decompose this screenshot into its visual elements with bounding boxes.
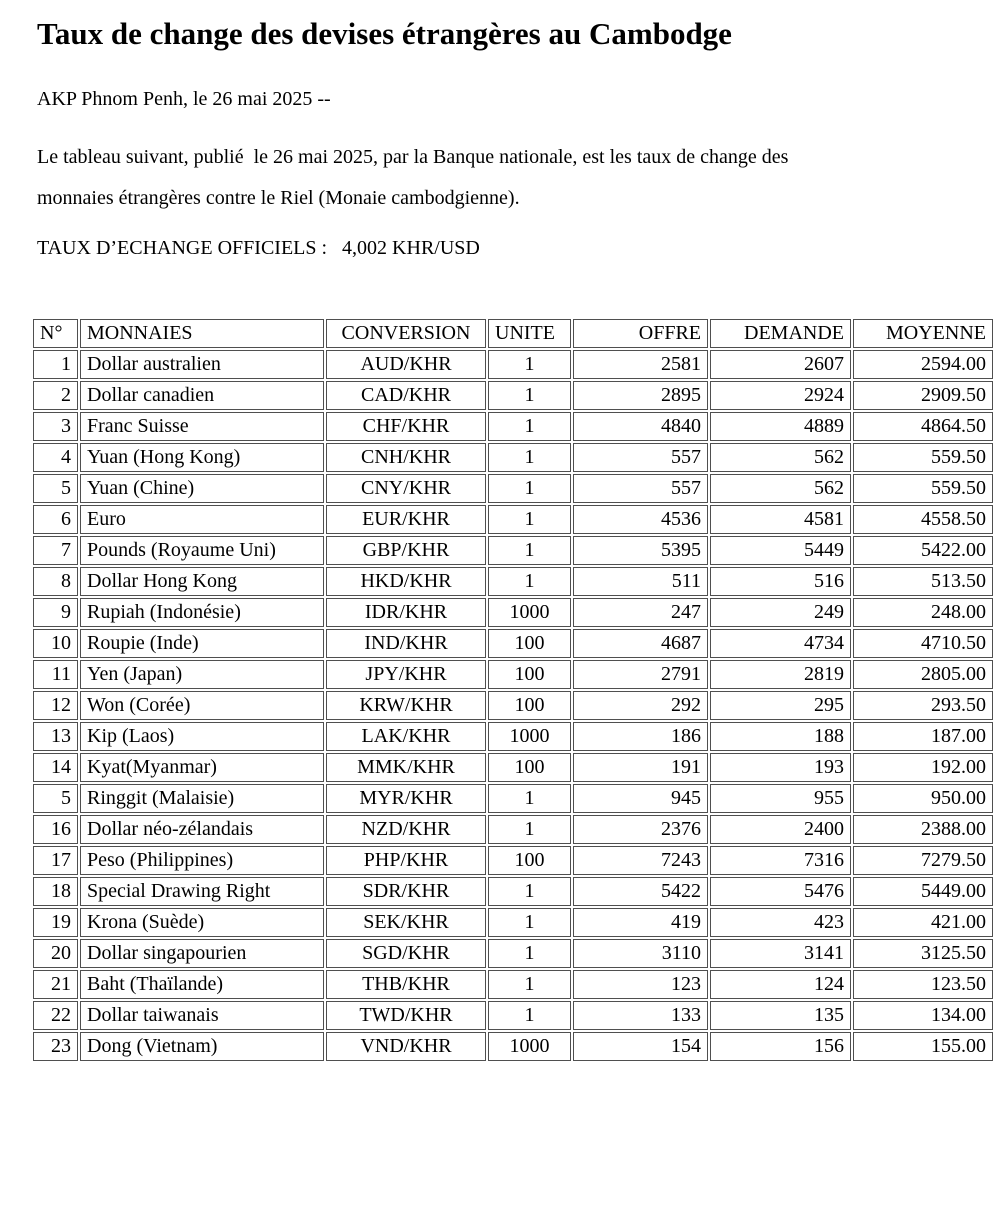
row-number: 6 <box>33 505 78 534</box>
offre-value: 4536 <box>573 505 708 534</box>
conversion-pair: THB/KHR <box>326 970 486 999</box>
currency-name: Dollar singapourien <box>80 939 324 968</box>
conversion-pair: NZD/KHR <box>326 815 486 844</box>
row-number: 19 <box>33 908 78 937</box>
unit-value: 1 <box>488 567 571 596</box>
demande-value: 2924 <box>710 381 851 410</box>
demande-value: 562 <box>710 443 851 472</box>
conversion-pair: AUD/KHR <box>326 350 486 379</box>
offre-value: 419 <box>573 908 708 937</box>
currency-name: Yen (Japan) <box>80 660 324 689</box>
unit-value: 1000 <box>488 722 571 751</box>
moyenne-value: 559.50 <box>853 474 993 503</box>
currency-name: Rupiah (Indonésie) <box>80 598 324 627</box>
row-number: 5 <box>33 784 78 813</box>
table-row <box>33 474 993 503</box>
currency-name: Dollar taiwanais <box>80 1001 324 1030</box>
offre-value: 154 <box>573 1032 708 1061</box>
intro-paragraph-line-1: Le tableau suivant, publié le 26 mai 2025, par la Banque nationale, est les taux de change des <box>37 145 789 168</box>
currency-name: Won (Corée) <box>80 691 324 720</box>
conversion-pair: CAD/KHR <box>326 381 486 410</box>
unit-value: 1 <box>488 474 571 503</box>
demande-value: 3141 <box>710 939 851 968</box>
moyenne-value: 513.50 <box>853 567 993 596</box>
conversion-pair: SGD/KHR <box>326 939 486 968</box>
demande-value: 4734 <box>710 629 851 658</box>
conversion-pair: EUR/KHR <box>326 505 486 534</box>
demande-value: 188 <box>710 722 851 751</box>
table-row <box>33 970 993 999</box>
table-row <box>33 598 993 627</box>
offre-value: 123 <box>573 970 708 999</box>
row-number: 14 <box>33 753 78 782</box>
row-number: 18 <box>33 877 78 906</box>
currency-name: Dollar canadien <box>80 381 324 410</box>
moyenne-value: 2805.00 <box>853 660 993 689</box>
intro-paragraph-line-2: monnaies étrangères contre le Riel (Monaie cambodgienne). <box>37 186 520 209</box>
offre-value: 4840 <box>573 412 708 441</box>
conversion-pair: JPY/KHR <box>326 660 486 689</box>
demande-value: 5449 <box>710 536 851 565</box>
table-row <box>33 753 993 782</box>
unit-value: 100 <box>488 629 571 658</box>
offre-value: 2895 <box>573 381 708 410</box>
unit-value: 1000 <box>488 598 571 627</box>
demande-value: 135 <box>710 1001 851 1030</box>
offre-value: 292 <box>573 691 708 720</box>
row-number: 7 <box>33 536 78 565</box>
byline: AKP Phnom Penh, le 26 mai 2025 -- <box>37 87 331 110</box>
currency-name: Euro <box>80 505 324 534</box>
currency-name: Pounds (Royaume Uni) <box>80 536 324 565</box>
offre-value: 557 <box>573 443 708 472</box>
unit-value: 1000 <box>488 1032 571 1061</box>
moyenne-value: 2594.00 <box>853 350 993 379</box>
currency-name: Dollar néo-zélandais <box>80 815 324 844</box>
currency-name: Franc Suisse <box>80 412 324 441</box>
table-row <box>33 1032 993 1061</box>
currency-name: Baht (Thaïlande) <box>80 970 324 999</box>
currency-name: Kyat(Myanmar) <box>80 753 324 782</box>
unit-value: 100 <box>488 846 571 875</box>
offre-value: 5422 <box>573 877 708 906</box>
table-row <box>33 381 993 410</box>
currency-name: Dong (Vietnam) <box>80 1032 324 1061</box>
table-row <box>33 567 993 596</box>
table-row <box>33 784 993 813</box>
column-header-demande: DEMANDE <box>710 319 851 348</box>
unit-value: 1 <box>488 536 571 565</box>
unit-value: 1 <box>488 970 571 999</box>
conversion-pair: TWD/KHR <box>326 1001 486 1030</box>
moyenne-value: 2388.00 <box>853 815 993 844</box>
moyenne-value: 192.00 <box>853 753 993 782</box>
table-row <box>33 815 993 844</box>
unit-value: 1 <box>488 908 571 937</box>
row-number: 3 <box>33 412 78 441</box>
table-row <box>33 846 993 875</box>
demande-value: 2819 <box>710 660 851 689</box>
column-header-moyenne: MOYENNE <box>853 319 993 348</box>
moyenne-value: 155.00 <box>853 1032 993 1061</box>
conversion-pair: CNY/KHR <box>326 474 486 503</box>
official-rate-line: TAUX D’ECHANGE OFFICIELS : 4,002 KHR/USD <box>37 236 480 259</box>
demande-value: 7316 <box>710 846 851 875</box>
offre-value: 4687 <box>573 629 708 658</box>
offre-value: 945 <box>573 784 708 813</box>
table-row <box>33 939 993 968</box>
moyenne-value: 2909.50 <box>853 381 993 410</box>
row-number: 22 <box>33 1001 78 1030</box>
conversion-pair: CNH/KHR <box>326 443 486 472</box>
offre-value: 247 <box>573 598 708 627</box>
demande-value: 4889 <box>710 412 851 441</box>
table-row <box>33 1001 993 1030</box>
table-row <box>33 443 993 472</box>
moyenne-value: 5422.00 <box>853 536 993 565</box>
table-row <box>33 660 993 689</box>
table-row <box>33 908 993 937</box>
offre-value: 3110 <box>573 939 708 968</box>
row-number: 21 <box>33 970 78 999</box>
demande-value: 193 <box>710 753 851 782</box>
table-header-row <box>33 319 993 348</box>
conversion-pair: VND/KHR <box>326 1032 486 1061</box>
offre-value: 191 <box>573 753 708 782</box>
moyenne-value: 248.00 <box>853 598 993 627</box>
conversion-pair: IND/KHR <box>326 629 486 658</box>
offre-value: 7243 <box>573 846 708 875</box>
currency-name: Special Drawing Right <box>80 877 324 906</box>
unit-value: 1 <box>488 350 571 379</box>
table-row <box>33 629 993 658</box>
unit-value: 100 <box>488 753 571 782</box>
column-header-number: N° <box>33 319 78 348</box>
demande-value: 4581 <box>710 505 851 534</box>
currency-name: Dollar Hong Kong <box>80 567 324 596</box>
column-header-offre: OFFRE <box>573 319 708 348</box>
unit-value: 1 <box>488 877 571 906</box>
conversion-pair: GBP/KHR <box>326 536 486 565</box>
row-number: 13 <box>33 722 78 751</box>
moyenne-value: 559.50 <box>853 443 993 472</box>
unit-value: 1 <box>488 381 571 410</box>
demande-value: 156 <box>710 1032 851 1061</box>
row-number: 5 <box>33 474 78 503</box>
currency-name: Yuan (Hong Kong) <box>80 443 324 472</box>
row-number: 11 <box>33 660 78 689</box>
conversion-pair: CHF/KHR <box>326 412 486 441</box>
conversion-pair: PHP/KHR <box>326 846 486 875</box>
demande-value: 249 <box>710 598 851 627</box>
table-row <box>33 691 993 720</box>
demande-value: 5476 <box>710 877 851 906</box>
conversion-pair: MYR/KHR <box>326 784 486 813</box>
conversion-pair: LAK/KHR <box>326 722 486 751</box>
offre-value: 557 <box>573 474 708 503</box>
row-number: 20 <box>33 939 78 968</box>
column-header-monnaies: MONNAIES <box>80 319 324 348</box>
moyenne-value: 293.50 <box>853 691 993 720</box>
row-number: 1 <box>33 350 78 379</box>
table-row <box>33 412 993 441</box>
currency-name: Dollar australien <box>80 350 324 379</box>
unit-value: 1 <box>488 1001 571 1030</box>
moyenne-value: 123.50 <box>853 970 993 999</box>
moyenne-value: 7279.50 <box>853 846 993 875</box>
unit-value: 1 <box>488 939 571 968</box>
column-header-conversion: CONVERSION <box>326 319 486 348</box>
table-row <box>33 722 993 751</box>
row-number: 16 <box>33 815 78 844</box>
row-number: 17 <box>33 846 78 875</box>
exchange-rate-table <box>31 317 995 1063</box>
table-row <box>33 350 993 379</box>
column-header-unite: UNITE <box>488 319 571 348</box>
moyenne-value: 134.00 <box>853 1001 993 1030</box>
moyenne-value: 187.00 <box>853 722 993 751</box>
unit-value: 100 <box>488 691 571 720</box>
conversion-pair: SDR/KHR <box>326 877 486 906</box>
table-row <box>33 505 993 534</box>
demande-value: 562 <box>710 474 851 503</box>
offre-value: 511 <box>573 567 708 596</box>
conversion-pair: SEK/KHR <box>326 908 486 937</box>
moyenne-value: 421.00 <box>853 908 993 937</box>
demande-value: 124 <box>710 970 851 999</box>
demande-value: 295 <box>710 691 851 720</box>
row-number: 10 <box>33 629 78 658</box>
row-number: 23 <box>33 1032 78 1061</box>
currency-name: Roupie (Inde) <box>80 629 324 658</box>
moyenne-value: 950.00 <box>853 784 993 813</box>
offre-value: 2376 <box>573 815 708 844</box>
offre-value: 186 <box>573 722 708 751</box>
currency-name: Peso (Philippines) <box>80 846 324 875</box>
demande-value: 516 <box>710 567 851 596</box>
moyenne-value: 5449.00 <box>853 877 993 906</box>
intro-paragraph <box>37 137 972 219</box>
table-row <box>33 536 993 565</box>
moyenne-value: 4558.50 <box>853 505 993 534</box>
row-number: 2 <box>33 381 78 410</box>
table-row <box>33 877 993 906</box>
demande-value: 423 <box>710 908 851 937</box>
unit-value: 1 <box>488 815 571 844</box>
conversion-pair: IDR/KHR <box>326 598 486 627</box>
demande-value: 2607 <box>710 350 851 379</box>
page-title: Taux de change des devises étrangères au Cambodge <box>37 16 732 51</box>
unit-value: 1 <box>488 505 571 534</box>
unit-value: 1 <box>488 443 571 472</box>
moyenne-value: 4710.50 <box>853 629 993 658</box>
unit-value: 1 <box>488 784 571 813</box>
row-number: 9 <box>33 598 78 627</box>
conversion-pair: HKD/KHR <box>326 567 486 596</box>
conversion-pair: MMK/KHR <box>326 753 486 782</box>
currency-name: Krona (Suède) <box>80 908 324 937</box>
unit-value: 100 <box>488 660 571 689</box>
offre-value: 133 <box>573 1001 708 1030</box>
offre-value: 2581 <box>573 350 708 379</box>
moyenne-value: 4864.50 <box>853 412 993 441</box>
offre-value: 2791 <box>573 660 708 689</box>
demande-value: 955 <box>710 784 851 813</box>
demande-value: 2400 <box>710 815 851 844</box>
row-number: 8 <box>33 567 78 596</box>
row-number: 4 <box>33 443 78 472</box>
row-number: 12 <box>33 691 78 720</box>
currency-name: Kip (Laos) <box>80 722 324 751</box>
unit-value: 1 <box>488 412 571 441</box>
currency-name: Ringgit (Malaisie) <box>80 784 324 813</box>
offre-value: 5395 <box>573 536 708 565</box>
moyenne-value: 3125.50 <box>853 939 993 968</box>
currency-name: Yuan (Chine) <box>80 474 324 503</box>
conversion-pair: KRW/KHR <box>326 691 486 720</box>
